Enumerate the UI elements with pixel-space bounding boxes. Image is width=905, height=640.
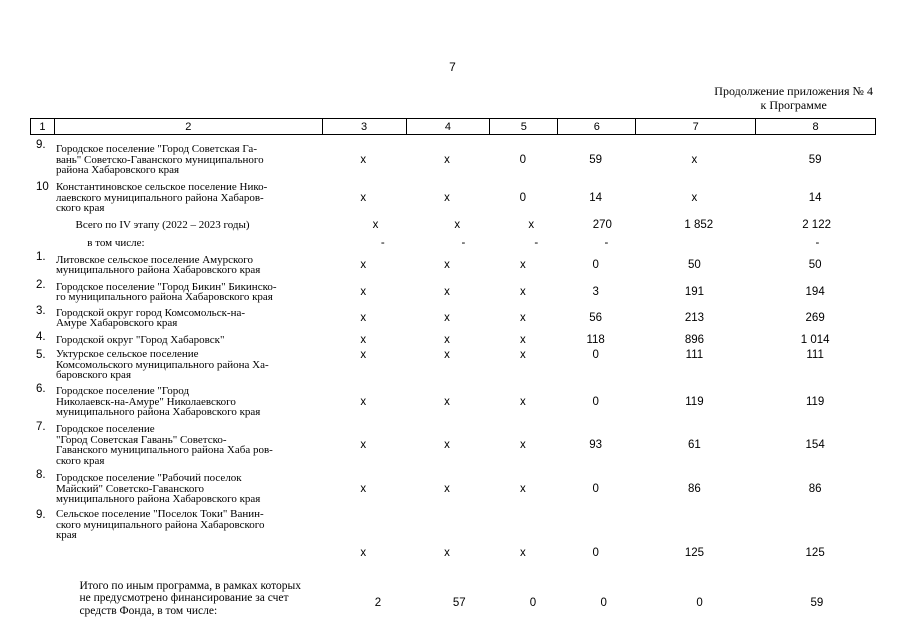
col-header-5: 5	[490, 119, 558, 135]
table-row	[30, 349, 876, 383]
table-row	[30, 251, 876, 279]
row-name	[54, 282, 321, 303]
row-name	[54, 424, 321, 466]
cell-col6: 3	[592, 286, 599, 298]
cell-col5: x	[519, 286, 526, 298]
cell-col6: 0	[592, 349, 599, 361]
row-name-line: Городское поселение "Рабочий поселок	[55, 472, 242, 485]
continuation-line-1: Продолжение приложения № 4	[714, 84, 873, 98]
row-name	[54, 386, 321, 418]
cell-col8: 154	[805, 439, 825, 451]
cell-col8: 119	[805, 396, 825, 408]
cell-col7: 0	[696, 597, 703, 609]
col-header-6: 6	[558, 119, 636, 135]
cell-col4: x	[444, 483, 450, 495]
cell-col6: 0	[592, 483, 599, 495]
row-name	[53, 580, 337, 618]
cell-col7: 213	[684, 312, 705, 324]
row-number: 4.	[36, 331, 46, 343]
row-name	[54, 144, 321, 176]
cell-col8: 50	[808, 259, 822, 271]
table-row	[30, 181, 876, 215]
cell-col8: 111	[806, 349, 824, 361]
column-header-table	[30, 118, 876, 135]
cell-col3: x	[360, 192, 367, 204]
cell-col3: x	[360, 312, 367, 324]
row-name-line: района Хабаровского края	[55, 164, 180, 177]
cell-col5: x	[519, 312, 526, 324]
row-name-line: ского края	[55, 202, 105, 215]
row-number: 9.	[36, 509, 46, 521]
row-number: 7.	[36, 421, 46, 433]
cell-col3: x	[360, 154, 367, 166]
cell-col7: 119	[685, 396, 704, 408]
continuation-line-2: к Программе	[760, 98, 827, 112]
row-name	[54, 182, 321, 214]
cell-col8: -	[815, 237, 820, 249]
cell-col7: x	[691, 192, 698, 204]
row-name-line: Городское поселение	[55, 423, 155, 435]
header-row	[31, 119, 876, 135]
row-name	[54, 219, 335, 232]
cell-col3: x	[360, 334, 367, 346]
cell-col7: 191	[684, 286, 705, 298]
row-name-line: Николаевск-на-Амуре" Николаевского	[55, 395, 236, 408]
row-number: 10	[36, 181, 49, 193]
row-name-line: Городской округ город Комсомольск-на-	[55, 306, 246, 319]
col-header-3: 3	[322, 119, 406, 135]
row-number: 8.	[36, 469, 46, 481]
row-number: 2.	[36, 279, 46, 291]
row-name-line: Городское поселение "Город Бикин" Бикинско-	[55, 280, 277, 293]
cell-col5: x	[519, 439, 526, 451]
continuation-note	[714, 84, 873, 112]
table-row-subheader	[30, 235, 876, 251]
table-body	[30, 137, 876, 617]
cell-col8: 14	[808, 192, 822, 204]
table-row	[30, 383, 876, 421]
cell-col4: x	[444, 154, 450, 166]
row-name	[54, 349, 321, 381]
cell-col3: x	[360, 483, 367, 495]
cell-col8: 59	[810, 597, 824, 609]
cell-col6: 0	[592, 259, 599, 271]
cell-col5: x	[528, 219, 535, 231]
cell-col7: 86	[688, 483, 701, 495]
row-name	[54, 335, 321, 346]
cell-col7: 1 852	[684, 219, 714, 231]
cell-col5: 0	[519, 154, 527, 166]
cell-col3: x	[360, 439, 367, 451]
cell-col3: -	[380, 237, 385, 249]
cell-col6: 0	[592, 547, 599, 559]
row-name-line: ского муниципального района Хабаровского	[55, 518, 265, 531]
row-name-line: Городское поселение "Город	[55, 385, 190, 398]
row-name-line: края	[55, 529, 77, 541]
row-name-line: средств Фонда, в том числе:	[79, 604, 218, 617]
row-name-line: Амуре Хабаровского края	[55, 317, 178, 329]
row-name-line: Комсомольского муниципального района Ха-	[55, 358, 269, 371]
table-row	[30, 139, 876, 181]
row-name-line: лаевского муниципального района Хабаров-	[55, 191, 264, 204]
cell-col8: 269	[805, 312, 825, 324]
cell-col3: x	[360, 349, 367, 361]
cell-col4: 57	[452, 597, 466, 609]
row-name	[54, 473, 321, 505]
table-row	[30, 331, 876, 349]
row-name-line: Сельское поселение "Поселок Токи" Ванин-	[55, 508, 264, 520]
row-name-line: Константиновское сельское поселение Нико-	[55, 181, 268, 194]
row-name-line: Всего по IV этапу (2022 – 2023 годы)	[75, 218, 250, 231]
row-name	[54, 308, 321, 329]
cell-col6: 118	[586, 334, 605, 346]
row-name-line: Майский" Советско-Гаванского	[55, 482, 205, 495]
cell-col8: 2 122	[802, 219, 831, 231]
cell-col5: x	[519, 334, 526, 346]
row-name-line: го муниципального района Хабаровского края	[55, 291, 273, 303]
row-name-line: не предусмотрено финансирование за счет	[79, 592, 289, 604]
cell-col7: 50	[688, 259, 701, 271]
cell-col6: 0	[600, 597, 607, 609]
cell-col8: 194	[805, 286, 825, 298]
table-row	[30, 469, 876, 509]
col-header-4: 4	[406, 119, 490, 135]
cell-col5: x	[519, 483, 526, 495]
cell-col3: x	[360, 547, 367, 559]
cell-col4: x	[454, 219, 461, 231]
page-number: 7	[449, 60, 456, 74]
cell-col7: 896	[684, 334, 705, 346]
cell-col6: 270	[592, 219, 612, 231]
row-name	[54, 509, 321, 541]
row-name-line: Городское поселение "Город Советская Га-	[55, 143, 257, 156]
row-name-line: Гаванского муниципального района Хаба ров-	[55, 444, 273, 456]
table-row-total	[30, 215, 876, 235]
cell-col4: x	[444, 192, 450, 204]
row-name-line: муниципального района Хабаровского края	[55, 406, 261, 419]
cell-col6: 56	[589, 312, 603, 324]
row-name-line: муниципального района Хабаровского края	[55, 493, 261, 506]
cell-col6: 0	[592, 396, 599, 408]
table-row-final-total	[30, 561, 876, 617]
cell-col6: 93	[589, 439, 603, 451]
row-name-line: Литовское сельское поселение Амурского	[55, 253, 254, 266]
cell-col4: x	[444, 259, 450, 271]
cell-col3: x	[360, 396, 367, 408]
cell-col4: x	[444, 286, 450, 298]
cell-col4: x	[444, 396, 450, 408]
row-name-line: Уктурское сельское поселение	[55, 348, 199, 360]
row-number: 9.	[36, 139, 46, 151]
cell-col7: 111	[685, 349, 704, 361]
cell-col5: x	[519, 259, 526, 271]
cell-col5: 0	[519, 192, 527, 204]
cell-col4: x	[444, 349, 450, 361]
row-name-line: баровского края	[55, 369, 132, 381]
cell-col5: -	[534, 237, 539, 249]
cell-col6: 14	[589, 192, 603, 204]
cell-col8: 59	[808, 154, 822, 166]
row-name-line: Городской округ "Город Хабаровск"	[55, 333, 225, 346]
col-header-1: 1	[31, 119, 55, 135]
table-row	[30, 509, 876, 561]
row-name	[54, 255, 321, 276]
cell-col8: 86	[808, 483, 822, 495]
cell-col4: x	[444, 312, 450, 324]
cell-col5: x	[519, 547, 526, 559]
row-number: 5.	[36, 349, 46, 361]
cell-col8: 125	[805, 547, 825, 559]
row-name-line: Итого по иным программа, в рамках которых	[79, 579, 301, 592]
cell-col7: 61	[688, 439, 701, 451]
cell-col8: 1 014	[800, 334, 830, 346]
cell-col5: x	[519, 396, 526, 408]
row-name-line: в том числе:	[87, 236, 145, 249]
row-name	[53, 237, 342, 250]
col-header-7: 7	[636, 119, 756, 135]
cell-col3: x	[360, 259, 367, 271]
col-header-8: 8	[756, 119, 876, 135]
cell-col7: x	[691, 154, 698, 166]
cell-col4: x	[444, 334, 450, 346]
cell-col3: x	[360, 286, 367, 298]
cell-col6: -	[604, 237, 609, 249]
row-number: 3.	[36, 305, 46, 317]
cell-col4: x	[444, 439, 450, 451]
cell-col7: 125	[684, 547, 705, 559]
row-number: 6.	[36, 383, 46, 395]
cell-col5: x	[519, 349, 526, 361]
row-name-line: вань" Советско-Гаванского муниципального	[55, 153, 264, 166]
row-name-line: ского края	[55, 454, 105, 467]
table-row	[30, 305, 876, 331]
row-name-line: муниципального района Хабаровского края	[55, 264, 261, 276]
cell-col3: 2	[374, 597, 382, 609]
table-row	[30, 421, 876, 469]
table-row	[30, 279, 876, 305]
row-number: 1.	[36, 251, 46, 263]
cell-col4: x	[444, 547, 450, 559]
col-header-2: 2	[54, 119, 322, 135]
cell-col6: 59	[589, 154, 603, 166]
row-name-line: "Город Советская Гавань" Советско-	[55, 433, 227, 446]
cell-col3: x	[372, 219, 379, 231]
cell-col5: 0	[529, 597, 537, 609]
cell-col4: -	[461, 237, 466, 249]
